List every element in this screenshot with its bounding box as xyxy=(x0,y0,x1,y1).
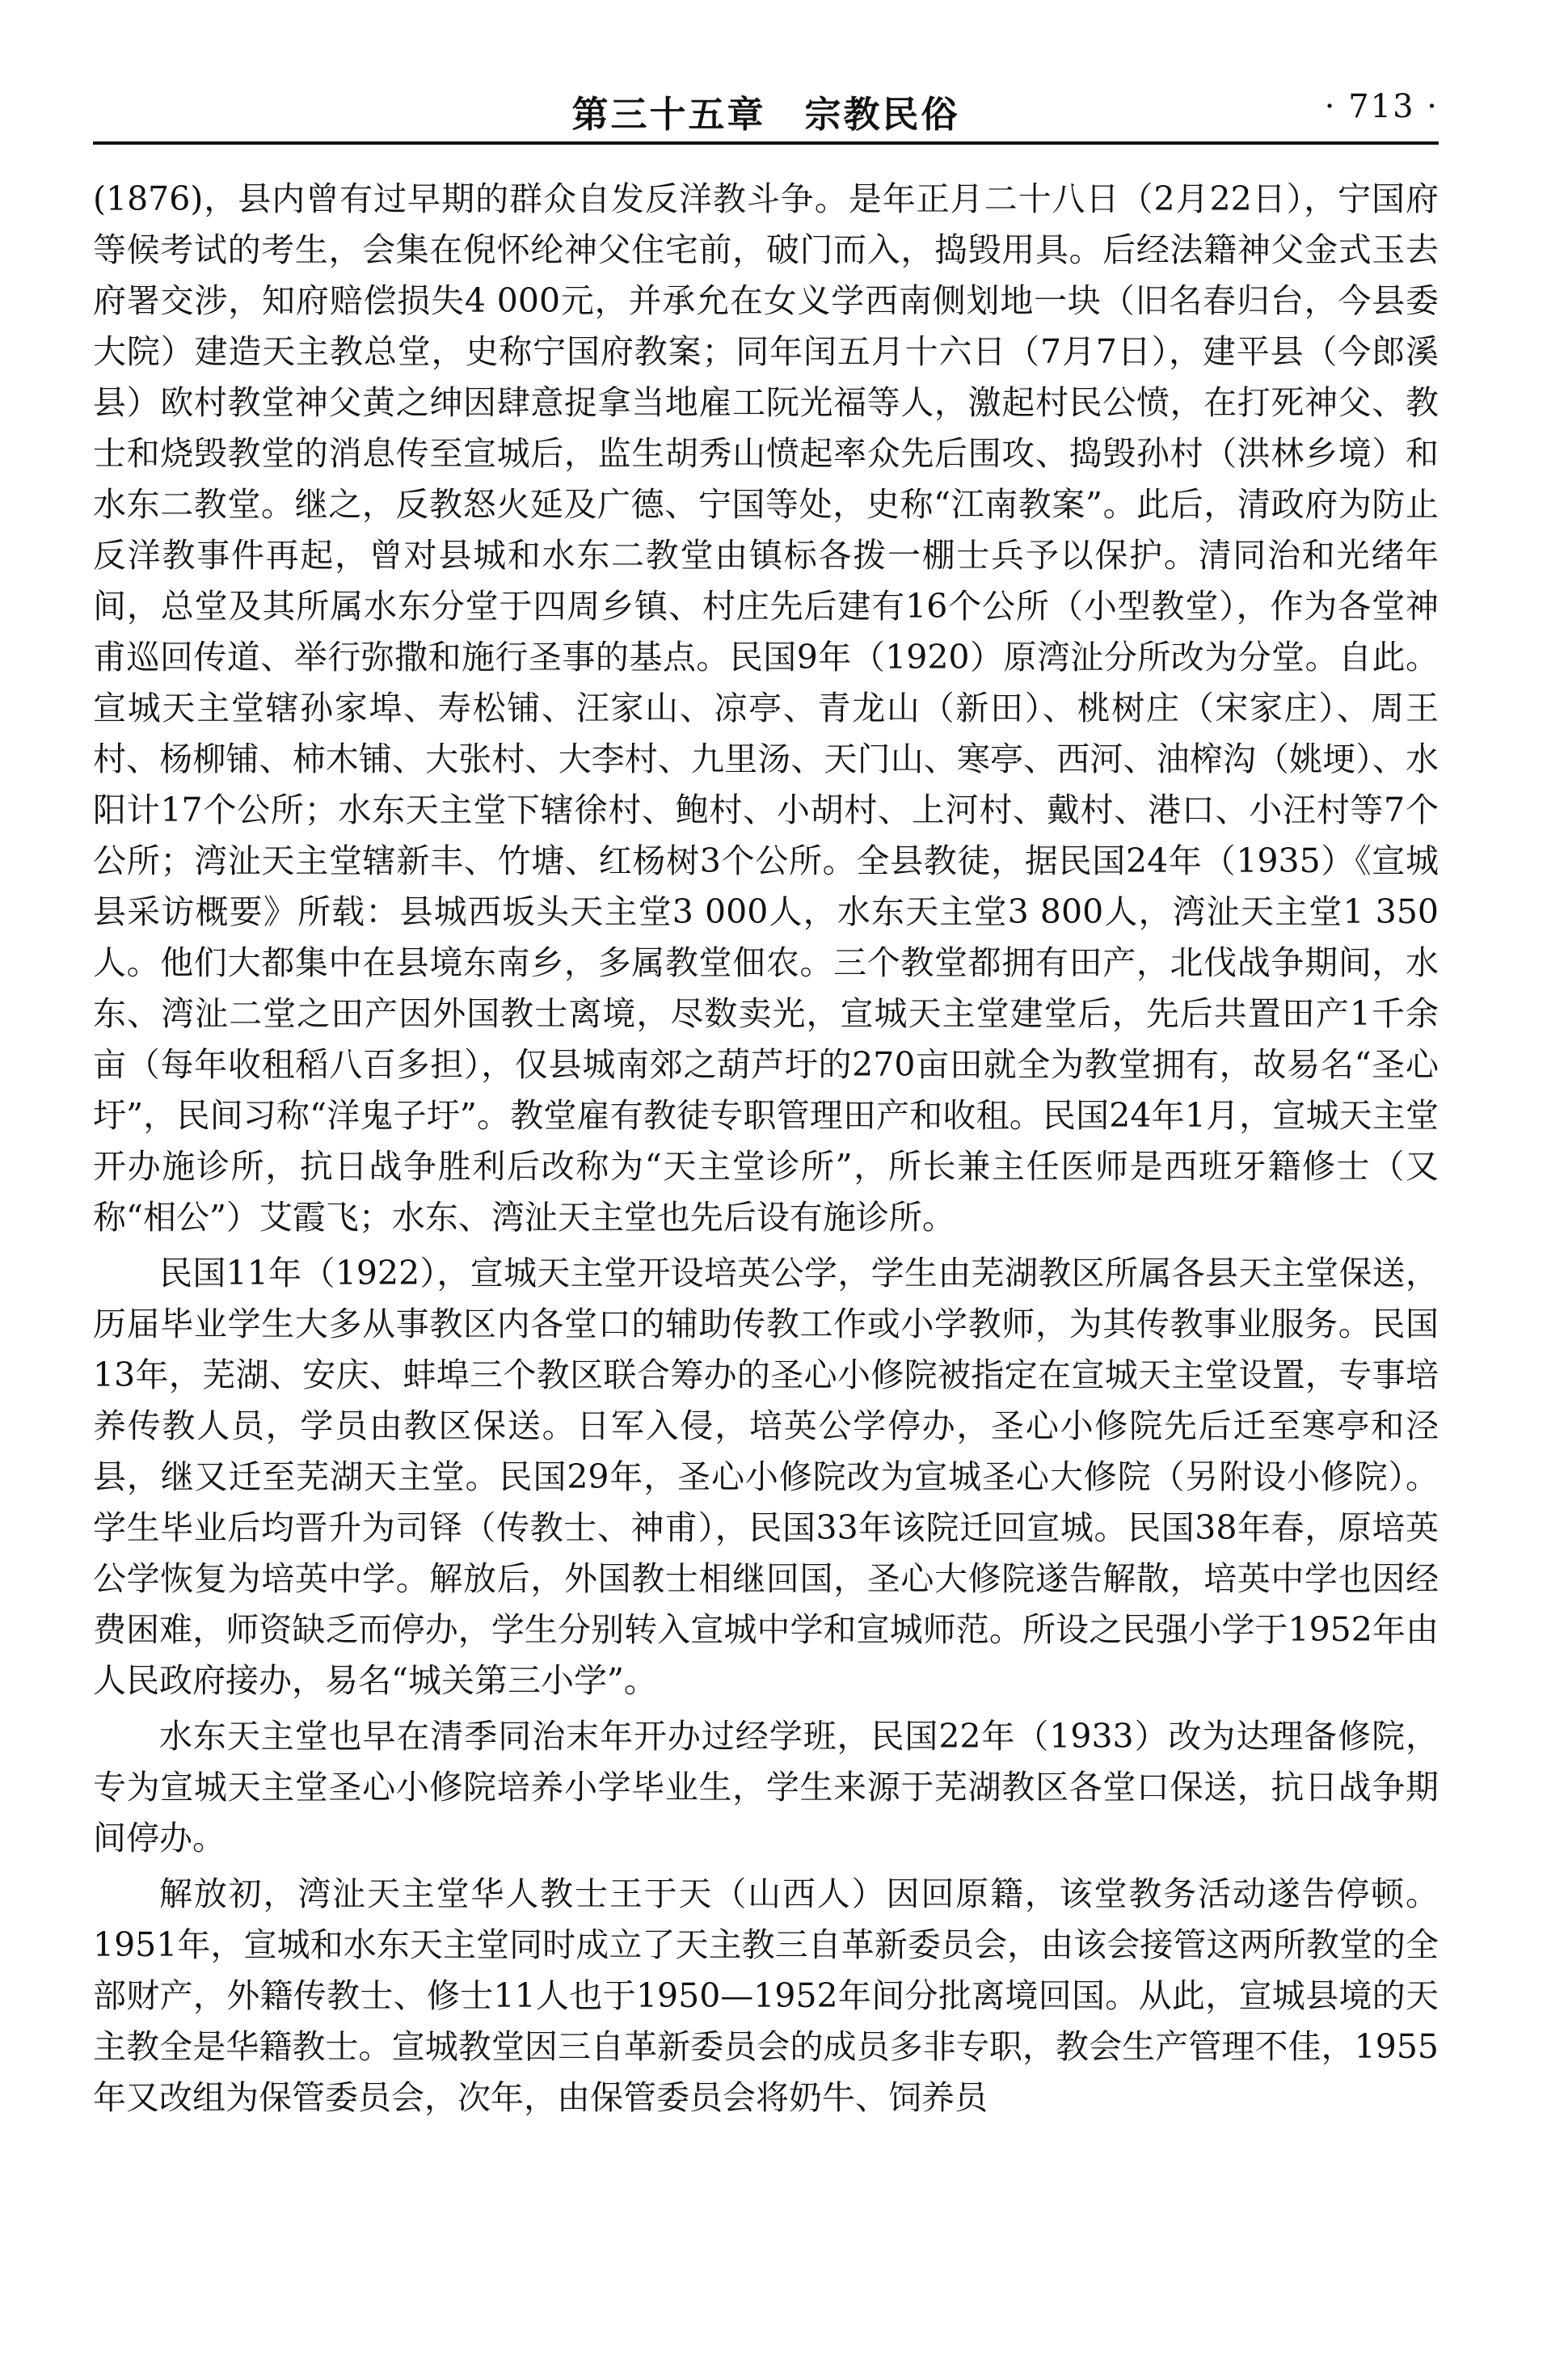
page-header xyxy=(93,77,1439,145)
paragraph-2: 民国11年（1922），宣城天主堂开设培英公学，学生由芜湖教区所属各县天主堂保送，历届毕业学生大多从事教区内各堂口的辅助传教工作或小学教师，为其传教事业服务。民国13年，芜湖、安庆、蚌埠三个教区联合筹办的圣心小修院被指定在宣城天主堂设置，专事培养传教人员，学员由教区保送。日军入侵，培英公学停办，圣心小修院先后迁至寒亭和泾县，继又迁至芜湖天主堂。民国29年，圣心小修院改为宣城圣心大修院（另附设小修院）。学生毕业后均晋升为司铎（传教士、神甫），民国33年该院迁回宣城。民国38年春，原培英公学恢复为培英中学。解放后，外国教士相继回国，圣心大修院遂告解散，培英中学也因经费困难，师资缺乏而停办，学生分别转入宣城中学和宣城师范。所设之民强小学于1952年由人民政府接办，易名“城关第三小学”。 xyxy=(93,1254,1439,1700)
page-number: · 713 · xyxy=(1324,88,1439,125)
chapter-title: 第三十五章 宗教民俗 xyxy=(571,93,960,136)
paragraph-3: 水东天主堂也早在清季同治末年开办过经学班，民国22年（1933）改为达理备修院，专为宣城天主堂圣心小修院培养小学毕业生，学生来源于芜湖教区各堂口保送，抗日战争期间停办。 xyxy=(93,1717,1439,1857)
paragraph-4: 解放初，湾沚天主堂华人教士王于天（山西人）因回原籍，该堂教务活动遂告停顿。1951年，宣城和水东天主堂同时成立了天主教三自革新委员会，由该会接管这两所教堂的全部财产，外籍传教士、修士11人也于1950—1952年间分批离境回国。从此，宣城县境的天主教全是华籍教士。宣城教堂因三自革新委员会的成员多非专职，教会生产管理不佳，1955年又改组为保管委员会，次年，由保管委员会将奶牛、饲养员 xyxy=(93,1874,1439,2117)
paragraph-1: (1876)，县内曾有过早期的群众自发反洋教斗争。是年正月二十八日（2月22日），宁国府等候考试的考生，会集在倪怀纶神父住宅前，破门而入，捣毁用具。后经法籍神父金式玉去府署交涉，知府赔偿损失4 000元，并承允在女义学西南侧划地一块（旧名春归台，今县委大院）建造天主教总堂，史称宁国府教案；同年闰五月十六日（7月7日），建平县（今郎溪县）欧村教堂神父黄之绅因肆意捉拿当地雇工阮光福等人，激起村民公愤，在打死神父、教士和烧毁教堂的消息传至宣城后，监生胡秀山愤起率众先后围攻、捣毁孙村（洪林乡境）和水东二教堂。继之，反教怒火延及广德、宁国等处，史称“江南教案”。此后，清政府为防止反洋教事件再起，曾对县城和水东二教堂由镇标各拨一棚士兵予以保护。清同治和光绪年间，总堂及其所属水东分堂于四周乡镇、村庄先后建有16个公所（小型教堂），作为各堂神甫巡回传道、举行弥撒和施行圣事的基点。民国9年（1920）原湾沚分所改为分堂。自此。宣城天主堂辖孙家埠、寿松铺、汪家山、凉亭、青龙山（新田）、桃树庄（宋家庄）、周王村、杨柳铺、柿木铺、大张村、大李村、九里汤、天门山、寒亭、西河、油榨沟（姚埂）、水阳计17个公所；水东天主堂下辖徐村、鲍村、小胡村、上河村、戴村、港口、小汪村等7个公所；湾沚天主堂辖新丰、竹塘、红杨树3个公所。全县教徒，据民国24年（1935）《宣城县采访概要》所载：县城西坂头天主堂3 000人，水东天主堂3 800人，湾沚天主堂1 350人。他们大都集中在县境东南乡，多属教堂佃农。三个教堂都拥有田产，北伐战争期间，水东、湾沚二堂之田产因外国教士离境，尽数卖光，宣城天主堂建堂后，先后共置田产1千余亩（每年收租稻八百多担），仅县城南郊之葫芦圩的270亩田就全为教堂拥有，故易名“圣心圩”，民间习称“洋鬼子圩”。教堂雇有教徒专职管理田产和收租。民国24年1月，宣城天主堂开办施诊所，抗日战争胜利后改称为“天主堂诊所”，所长兼主任医师是西班牙籍修士（又称“相公”）艾霞飞；水东、湾沚天主堂也先后设有施诊所。 xyxy=(93,179,1439,1237)
body-text xyxy=(93,174,1439,2128)
